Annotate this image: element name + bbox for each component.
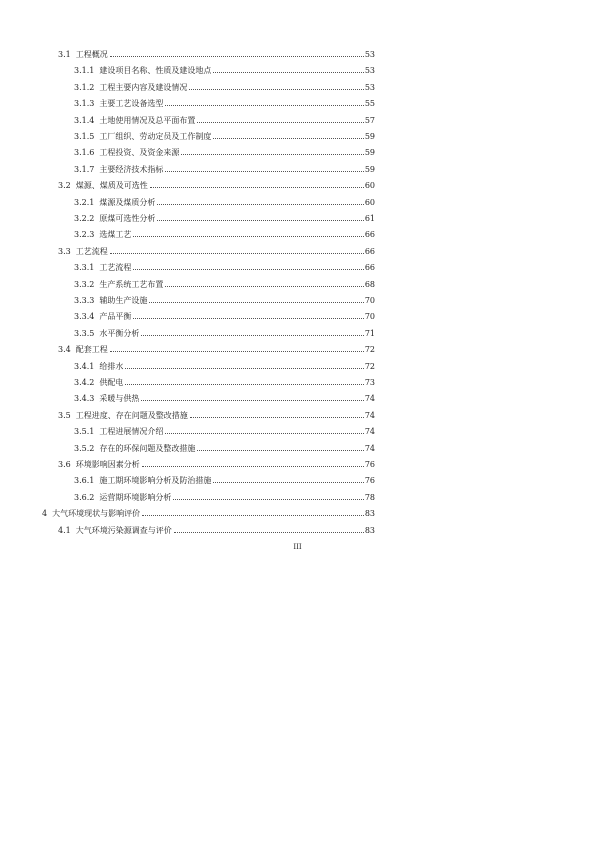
toc-entry-page: 76 bbox=[364, 460, 375, 469]
dot-leader bbox=[197, 122, 363, 123]
toc-entry[interactable] bbox=[74, 148, 375, 158]
dot-leader bbox=[213, 138, 363, 139]
toc-entry-number: 3.1.6 bbox=[74, 148, 95, 158]
dot-leader bbox=[165, 286, 363, 287]
dot-leader bbox=[133, 318, 363, 319]
toc-entry-title: 环境影响因素分析 bbox=[75, 460, 140, 469]
dot-leader bbox=[133, 236, 363, 237]
toc-entry-title: 原煤可选性分析 bbox=[99, 214, 156, 223]
toc-entry-title: 生产系统工艺布置 bbox=[99, 279, 164, 289]
toc-entry[interactable] bbox=[58, 247, 375, 257]
toc-entry-number: 3.4.1 bbox=[74, 361, 95, 371]
toc-entry[interactable] bbox=[74, 394, 375, 404]
toc-entry-page: 71 bbox=[364, 328, 375, 338]
toc-entry-title: 煤源及煤质分析 bbox=[99, 197, 156, 207]
toc-entry-page: 59 bbox=[364, 148, 375, 158]
toc-entry-title: 运营期环境影响分析 bbox=[99, 492, 172, 502]
toc-entry-number: 3.3.2 bbox=[74, 279, 95, 289]
toc-entry-number: 3.4 bbox=[58, 345, 71, 355]
toc-entry[interactable] bbox=[74, 476, 375, 486]
toc-entry-title: 大气环境污染源调查与评价 bbox=[75, 525, 172, 535]
toc-entry-page: 55 bbox=[364, 99, 375, 109]
toc-entry[interactable] bbox=[74, 280, 375, 290]
toc-entry-title: 工艺流程 bbox=[75, 246, 108, 256]
toc-entry-title: 主要经济技术指标 bbox=[99, 164, 164, 174]
toc-entry-title: 给排水 bbox=[99, 361, 124, 371]
toc-entry-number: 3.1.2 bbox=[74, 82, 95, 92]
toc-entry-number: 3.1.5 bbox=[74, 132, 95, 141]
toc-entry-page: 70 bbox=[364, 312, 375, 322]
dot-leader bbox=[110, 56, 364, 57]
toc-entry[interactable] bbox=[74, 378, 375, 388]
toc-entry-number: 3.1.3 bbox=[74, 99, 95, 109]
toc-entry-page: 74 bbox=[364, 427, 375, 437]
toc-entry[interactable] bbox=[74, 66, 375, 76]
toc-entry-number: 4.1 bbox=[58, 525, 71, 535]
toc-entry[interactable] bbox=[58, 50, 375, 60]
dot-leader bbox=[173, 499, 363, 500]
dot-leader bbox=[150, 187, 364, 188]
toc-entry-number: 3.3 bbox=[58, 246, 71, 256]
toc-entry-title: 采暖与供热 bbox=[99, 394, 140, 404]
page-number: III bbox=[293, 543, 302, 551]
toc-entry-title: 水平衡分析 bbox=[99, 328, 140, 338]
dot-leader bbox=[141, 335, 363, 336]
toc-entry-page: 66 bbox=[364, 230, 375, 240]
toc-entry-title: 存在的环保问题及整改措施 bbox=[99, 443, 196, 453]
toc-entry-number: 3.5.2 bbox=[74, 443, 95, 453]
toc-entry-page: 74 bbox=[364, 394, 375, 404]
dot-leader bbox=[142, 466, 364, 467]
toc-entry-page: 57 bbox=[364, 115, 375, 125]
dot-leader bbox=[165, 105, 363, 106]
toc-entry-number: 3.3.5 bbox=[74, 328, 95, 338]
toc-entry[interactable] bbox=[58, 460, 375, 470]
toc-entry[interactable] bbox=[74, 362, 375, 372]
dot-leader bbox=[141, 400, 363, 401]
toc-entry-page: 73 bbox=[364, 378, 375, 387]
toc-entry-page: 76 bbox=[364, 476, 375, 486]
toc-entry-number: 3.1 bbox=[58, 50, 71, 59]
toc-entry-page: 78 bbox=[364, 492, 375, 502]
toc-entry[interactable] bbox=[42, 509, 375, 519]
toc-entry-title: 建设项目名称、性质及建设地点 bbox=[99, 66, 212, 76]
toc-entry[interactable] bbox=[74, 444, 375, 454]
toc-entry-page: 70 bbox=[364, 296, 375, 305]
toc-entry-title: 工程投资、及资金来源 bbox=[99, 148, 180, 158]
toc-entry-title: 土地使用情况及总平面布置 bbox=[99, 115, 196, 125]
toc-entry-title: 辅助生产设施 bbox=[99, 296, 148, 305]
toc-entry-number: 4 bbox=[42, 509, 48, 519]
dot-leader bbox=[125, 368, 363, 369]
toc-entry-page: 74 bbox=[364, 410, 375, 420]
toc-entry-title: 供配电 bbox=[99, 378, 124, 387]
toc-entry[interactable] bbox=[58, 526, 375, 536]
toc-entry[interactable] bbox=[74, 132, 375, 142]
toc-entry-page: 83 bbox=[364, 509, 375, 519]
toc-entry[interactable] bbox=[74, 329, 375, 339]
toc-entry-number: 3.5 bbox=[58, 410, 71, 420]
dot-leader bbox=[165, 433, 363, 434]
dot-leader bbox=[110, 351, 364, 352]
toc-entry-title: 大气环境现状与影响评价 bbox=[52, 509, 141, 519]
toc-entry-page: 59 bbox=[364, 164, 375, 174]
toc-entry[interactable] bbox=[74, 99, 375, 109]
toc-entry-title: 主要工艺设备选型 bbox=[99, 99, 164, 109]
dot-leader bbox=[142, 515, 364, 516]
toc-entry-page: 53 bbox=[364, 50, 375, 59]
toc-entry-page: 74 bbox=[364, 443, 375, 453]
toc-entry-number: 3.2.3 bbox=[74, 230, 95, 240]
toc-entry-number: 3.2 bbox=[58, 181, 71, 191]
dot-leader bbox=[190, 417, 364, 418]
toc-entry-number: 3.4.3 bbox=[74, 394, 95, 404]
toc-entry[interactable] bbox=[74, 263, 375, 273]
toc-entry-page: 61 bbox=[364, 214, 375, 223]
toc-entry-page: 72 bbox=[364, 345, 375, 355]
toc-entry-page: 72 bbox=[364, 361, 375, 371]
toc-entry-page: 66 bbox=[364, 246, 375, 256]
dot-leader bbox=[213, 72, 363, 73]
toc-entry[interactable] bbox=[58, 345, 375, 355]
toc-entry-title: 产品平衡 bbox=[99, 312, 132, 322]
dot-leader bbox=[174, 532, 364, 533]
toc-entry-number: 3.6.1 bbox=[74, 476, 95, 486]
dot-leader bbox=[157, 220, 363, 221]
toc-entry[interactable] bbox=[58, 411, 375, 421]
toc-entry-number: 3.2.2 bbox=[74, 214, 95, 223]
toc-entry-number: 3.6.2 bbox=[74, 492, 95, 502]
toc-entry-page: 53 bbox=[364, 66, 375, 76]
dot-leader bbox=[181, 154, 363, 155]
toc-entry-page: 68 bbox=[364, 279, 375, 289]
toc-entry-title: 配套工程 bbox=[75, 345, 108, 355]
toc-entry[interactable] bbox=[74, 427, 375, 437]
dot-leader bbox=[165, 171, 363, 172]
toc-entry-number: 3.6 bbox=[58, 460, 71, 469]
toc-entry-title: 工程概况 bbox=[75, 50, 108, 59]
toc-entry-title: 选煤工艺 bbox=[99, 230, 132, 240]
toc-entry-page: 83 bbox=[364, 525, 375, 535]
dot-leader bbox=[157, 204, 363, 205]
toc-entry-page: 66 bbox=[364, 263, 375, 273]
toc-entry[interactable] bbox=[58, 181, 375, 191]
toc-entry[interactable] bbox=[74, 83, 375, 93]
toc-entry-number: 3.3.1 bbox=[74, 263, 95, 273]
toc-entry-title: 工艺流程 bbox=[99, 263, 132, 273]
toc-entry-number: 3.1.4 bbox=[74, 115, 95, 125]
toc-entry-number: 3.2.1 bbox=[74, 197, 95, 207]
toc-entry[interactable] bbox=[74, 198, 375, 208]
dot-leader bbox=[189, 89, 363, 90]
toc-entry[interactable] bbox=[74, 312, 375, 322]
toc-entry[interactable] bbox=[74, 296, 375, 306]
toc-entry-page: 59 bbox=[364, 132, 375, 141]
toc-entry-title: 工厂组织、劳动定员及工作制度 bbox=[99, 132, 212, 141]
toc-entry-title: 工程进度、存在问题及整改措施 bbox=[75, 410, 188, 420]
toc-entry-page: 60 bbox=[364, 197, 375, 207]
toc-entry[interactable] bbox=[74, 230, 375, 240]
dot-leader bbox=[133, 269, 363, 270]
toc-entry[interactable] bbox=[74, 214, 375, 224]
toc-entry-number: 3.3.3 bbox=[74, 296, 95, 305]
dot-leader bbox=[110, 253, 364, 254]
toc-entry-number: 3.5.1 bbox=[74, 427, 95, 437]
toc-entry[interactable] bbox=[74, 116, 375, 126]
toc-entry-number: 3.1.1 bbox=[74, 66, 95, 76]
dot-leader bbox=[213, 482, 363, 483]
toc-entry-number: 3.4.2 bbox=[74, 378, 95, 387]
toc-entry-title: 施工期环境影响分析及防治措施 bbox=[99, 476, 212, 486]
toc-entry-title: 工程进展情况介绍 bbox=[99, 427, 164, 437]
toc-entry-number: 3.3.4 bbox=[74, 312, 95, 322]
toc-entry[interactable] bbox=[74, 165, 375, 175]
dot-leader bbox=[125, 384, 363, 385]
toc-entry-title: 煤源、煤质及可选性 bbox=[75, 181, 148, 191]
dot-leader bbox=[197, 450, 363, 451]
toc-entry[interactable] bbox=[74, 493, 375, 503]
toc-entry-title: 工程主要内容及建设情况 bbox=[99, 82, 188, 92]
toc-entry-page: 53 bbox=[364, 82, 375, 92]
toc-entry-number: 3.1.7 bbox=[74, 164, 95, 174]
toc-entry-page: 60 bbox=[364, 181, 375, 191]
dot-leader bbox=[149, 302, 363, 303]
